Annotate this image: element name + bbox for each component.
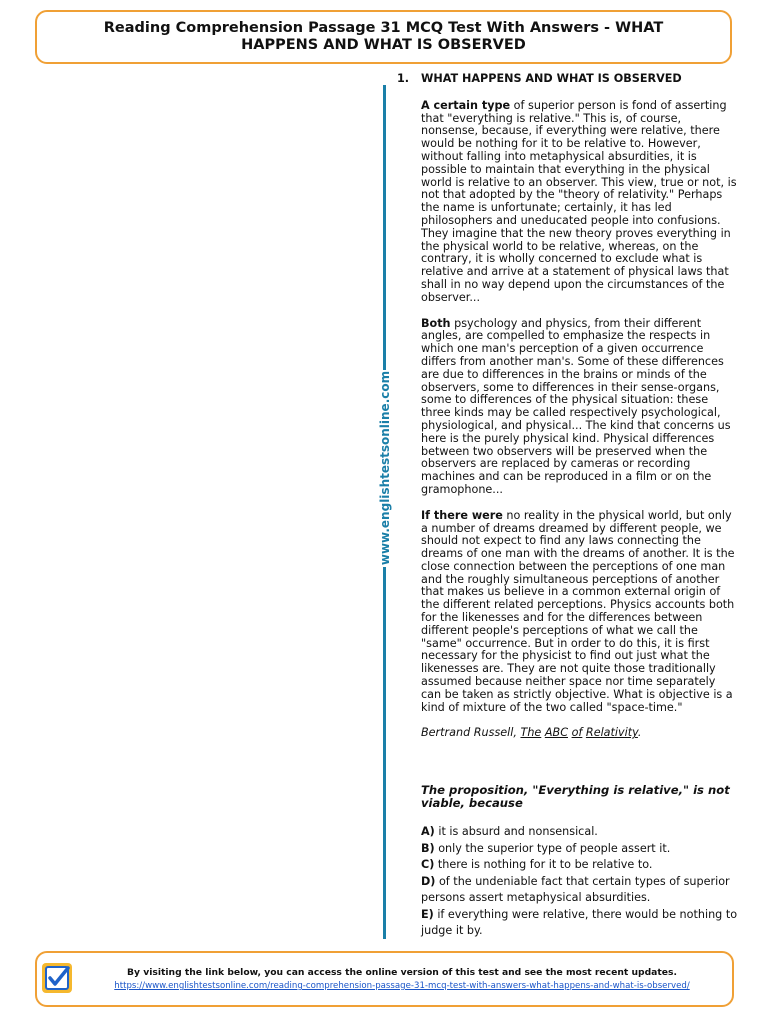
option-letter: A)	[421, 825, 435, 839]
citation	[421, 727, 739, 740]
sidebar-url: www.englishtestsonline.com	[378, 370, 392, 566]
paragraph-lead: Both	[421, 316, 451, 330]
option-text: only the superior type of people assert it.	[434, 841, 671, 855]
question-number: 1.	[397, 72, 410, 85]
answer-option-a[interactable]	[421, 824, 739, 841]
citation-word: of	[571, 726, 583, 740]
paragraph-lead: If there were	[421, 508, 503, 522]
answer-option-b[interactable]	[421, 841, 739, 858]
citation-end: .	[637, 726, 642, 740]
citation-word: ABC	[544, 726, 568, 740]
header-box	[35, 10, 732, 64]
option-letter: D)	[421, 874, 436, 888]
option-text: there is nothing for it to be relative to.	[434, 858, 653, 872]
passage-body	[421, 100, 739, 940]
option-letter: E)	[421, 907, 434, 921]
sidebar-divider-bottom	[383, 567, 386, 939]
paragraph-text: psychology and physics, from their different angles, are compelled to emphasize the respects in which one man's perception of a given occurrence differs from another man's. Some of these differences are due to differences in the brains or minds of the observers, some to differences in their sense-organs, some to differences of the physical situation: these three kinds may be called respectively psychological, physiological, and physical... The kind that concerns us here is the purely physical kind. Physical differences between two observers will be preserved when the observers are replaced by cameras or recording machines and can be reproduced in a film or on the gramophone...	[421, 316, 731, 496]
answer-option-e[interactable]	[421, 907, 739, 940]
option-text: it is absurd and nonsensical.	[434, 825, 598, 839]
passage-title: WHAT HAPPENS AND WHAT IS OBSERVED	[421, 72, 682, 85]
passage-paragraph	[421, 318, 739, 497]
footer-notice: By visiting the link below, you can access the online version of this test and see the most recent updates.	[127, 967, 677, 978]
paragraph-text: of superior person is fond of asserting that "everything is relative." This is, of course, nonsense, because, if everything were relative, there would be nothing for it to be relative to. However, without falling into metaphysical absurdities, it is possible to maintain that everything in the physical world is relative to an observer. This view, true or not, is not that adopted by the "theory of relativity." Perhaps the name is unfortunate; certainly, it has led philosophers and uneducated people into confusions. They imagine that the new theory proves everything in the physical world to be relative, whereas, on the contrary, it is wholly concerned to exclude what is relative and arrive at a statement of physical laws that shall in no way depend upon the circumstances of the observer...	[421, 98, 737, 304]
paragraph-lead: A certain type	[421, 98, 511, 112]
test-link[interactable]: https://www.englishtestsonline.com/reading-comprehension-passage-31-mcq-test-with-answers-what-happens-and-what-is-observed/	[114, 981, 690, 991]
answer-option-d[interactable]	[421, 874, 739, 907]
answer-options	[421, 824, 739, 940]
citation-word: The	[520, 726, 542, 740]
option-letter: B)	[421, 841, 435, 855]
option-text: if everything were relative, there would be nothing to judge it by.	[421, 907, 738, 938]
checkbox-check-icon	[41, 962, 73, 994]
question-content	[397, 73, 739, 940]
paragraph-text: no reality in the physical world, but only a number of dreams dreamed by different people, we should not expect to find any laws connecting the dreams of one man with the dreams of another. It is the close connection between the perceptions of one man and the roughly simultaneous perceptions of another that makes us believe in a common external origin of the different related perceptions. Physics accounts both for the likenesses and for the differences between different people's perceptions of what we call the "same" occurrence. But in order to do this, it is first necessary for the physicist to find out just what the likenesses are. They are not quite those traditionally assumed because neither space nor time separately can be taken as strictly objective. What is objective is a kind of mixture of the two called "space-time."	[421, 508, 735, 714]
page-title: Reading Comprehension Passage 31 MCQ Test With Answers - WHAT HAPPENS AND WHAT IS OBSERVED	[103, 20, 664, 53]
answer-option-c[interactable]	[421, 857, 739, 874]
option-text: of the undeniable fact that certain types of superior persons assert metaphysical absurdities.	[421, 874, 730, 905]
citation-author: Bertrand Russell,	[421, 726, 521, 740]
question-prompt: The proposition, "Everything is relative," is not viable, because	[421, 783, 730, 811]
option-letter: C)	[421, 858, 435, 872]
passage-paragraph	[421, 510, 739, 715]
citation-word: Relativity	[585, 726, 638, 740]
footer-box	[35, 951, 734, 1007]
sidebar-divider-top	[383, 85, 386, 370]
passage-paragraph	[421, 100, 739, 305]
question-heading	[397, 73, 739, 86]
